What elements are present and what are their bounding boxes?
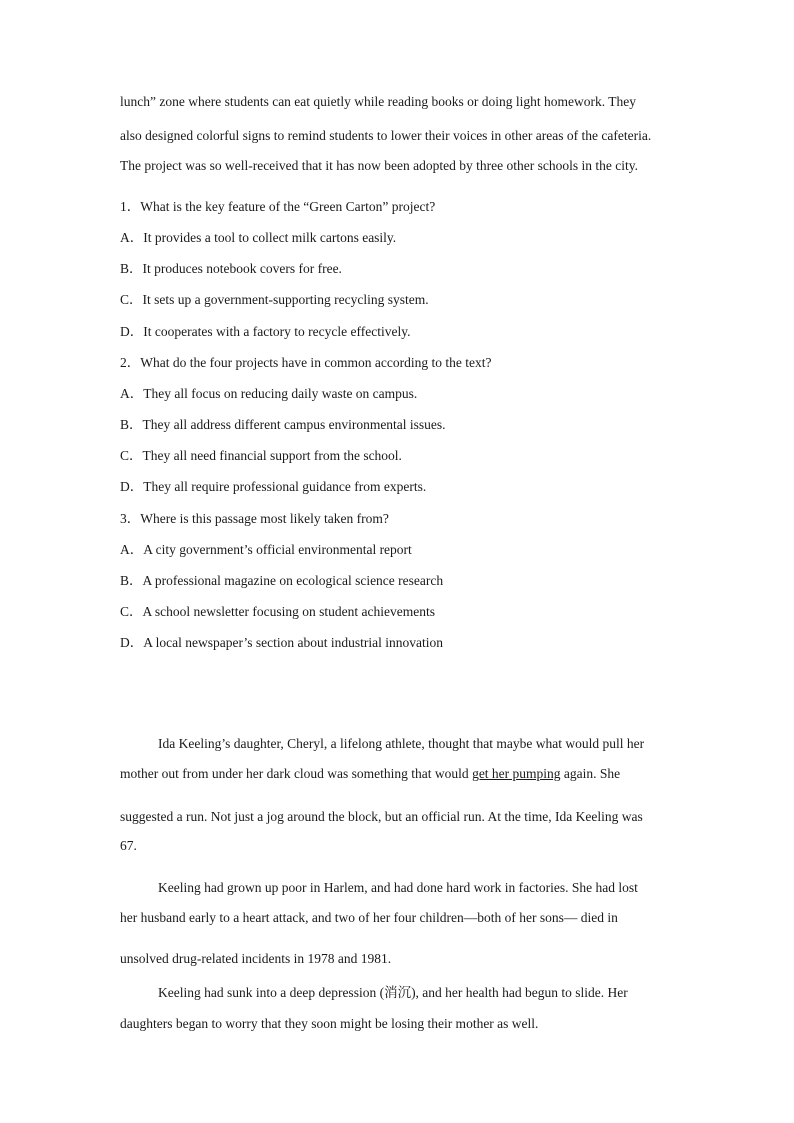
option-letter: A． [120, 230, 144, 245]
question-3-option-d [120, 635, 443, 651]
option-text: They all need financial support from the school. [142, 448, 402, 463]
passage2-paragraph2-line: her husband early to a heart attack, and two of her four children—both of her sons— died in [120, 910, 618, 925]
question-2-stem [120, 355, 492, 371]
passage1-line: lunch” zone where students can eat quietly while reading books or doing light homework. They [120, 94, 636, 109]
question-text: Where is this passage most likely taken from? [140, 511, 389, 526]
option-text: It produces notebook covers for free. [142, 261, 342, 276]
question-2-option-b [120, 417, 446, 433]
option-letter: D． [120, 479, 144, 494]
option-letter: B． [120, 261, 143, 276]
question-3-option-a [120, 542, 412, 558]
question-3-option-c [120, 604, 435, 620]
option-text: A city government’s official environmental report [143, 542, 412, 557]
passage2-paragraph1-line: 67. [120, 838, 137, 853]
question-1-option-c [120, 292, 429, 308]
question-1-option-a [120, 230, 396, 246]
option-letter: D． [120, 635, 144, 650]
option-text: A professional magazine on ecological science research [142, 573, 444, 588]
passage2-paragraph3-line: Keeling had sunk into a deep depression (消沉), and her health had begun to slide. Her [158, 985, 628, 1000]
question-2-option-d [120, 479, 426, 495]
option-text: It cooperates with a factory to recycle effectively. [143, 324, 411, 339]
option-letter: B． [120, 573, 143, 588]
option-text: It sets up a government-supporting recycling system. [142, 292, 429, 307]
option-text: They all require professional guidance from experts. [143, 479, 427, 494]
option-letter: C． [120, 448, 143, 463]
text-run: again. She [560, 766, 621, 781]
question-1-option-d [120, 324, 411, 340]
question-text: What do the four projects have in common according to the text? [140, 355, 492, 370]
passage2-paragraph1-line [120, 766, 620, 782]
passage2-paragraph1-line: suggested a run. Not just a jog around the block, but an official run. At the time, Ida Keeling was [120, 809, 643, 824]
question-1-stem [120, 199, 435, 215]
option-text: A local newspaper’s section about industrial innovation [143, 635, 443, 650]
question-3-option-b [120, 573, 443, 589]
option-text: They all address different campus environmental issues. [142, 417, 446, 432]
question-number: 2． [120, 355, 141, 370]
question-number: 1． [120, 199, 141, 214]
option-text: A school newsletter focusing on student achievements [142, 604, 435, 619]
option-letter: C． [120, 604, 143, 619]
option-letter: A． [120, 386, 144, 401]
option-letter: A． [120, 542, 144, 557]
passage1-line: also designed colorful signs to remind students to lower their voices in other areas of the cafeteria. [120, 128, 652, 143]
passage2-paragraph2-line: unsolved drug-related incidents in 1978 and 1981. [120, 951, 392, 966]
passage2-paragraph1-line: Ida Keeling’s daughter, Cheryl, a lifelong athlete, thought that maybe what would pull her [158, 736, 645, 751]
question-text: What is the key feature of the “Green Carton” project? [140, 199, 436, 214]
passage1-line: The project was so well-received that it has now been adopted by three other schools in the city. [120, 158, 638, 173]
underlined-phrase: get her pumping [472, 766, 561, 781]
question-number: 3． [120, 511, 141, 526]
passage2-paragraph3-line: daughters began to worry that they soon might be losing their mother as well. [120, 1016, 539, 1031]
question-1-option-b [120, 261, 342, 277]
option-letter: D． [120, 324, 144, 339]
question-2-option-a [120, 386, 417, 402]
option-letter: C． [120, 292, 143, 307]
option-letter: B． [120, 417, 143, 432]
option-text: It provides a tool to collect milk cartons easily. [143, 230, 397, 245]
option-text: They all focus on reducing daily waste on campus. [143, 386, 418, 401]
text-run: mother out from under her dark cloud was something that would [120, 766, 473, 781]
passage2-paragraph2-line: Keeling had grown up poor in Harlem, and had done hard work in factories. She had lost [158, 880, 638, 895]
question-3-stem [120, 511, 389, 527]
question-2-option-c [120, 448, 402, 464]
